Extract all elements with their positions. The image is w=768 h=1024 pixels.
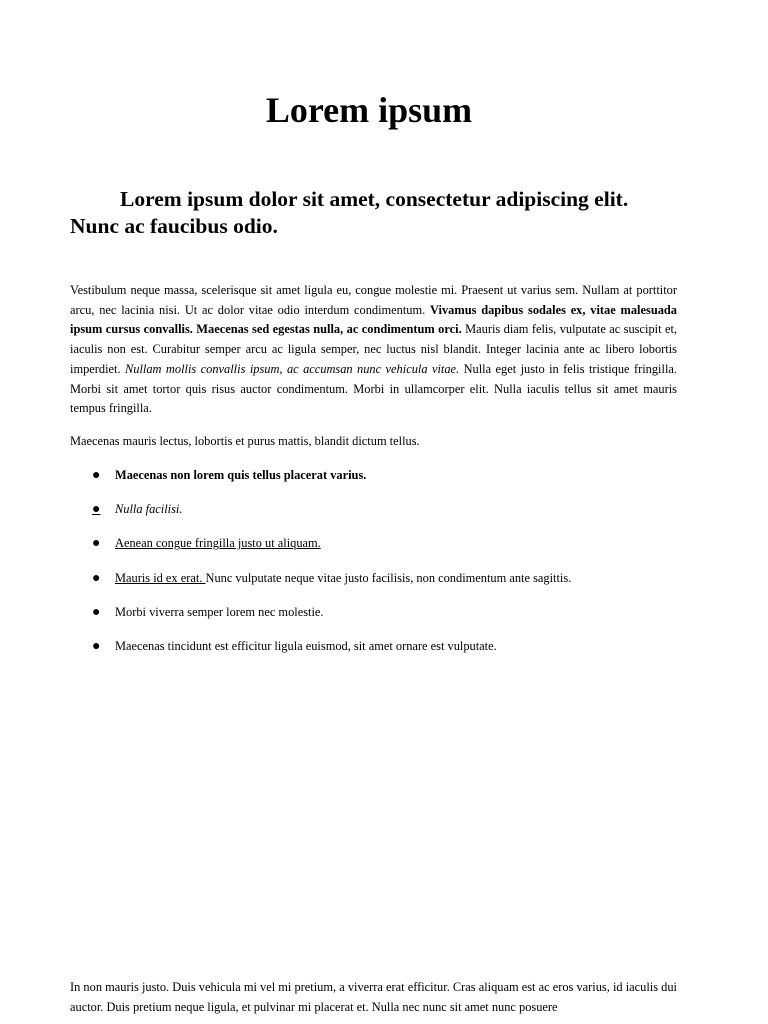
list-item-text: Maecenas non lorem quis tellus placerat varius. (115, 468, 367, 482)
list-item (70, 534, 677, 568)
list-item (70, 637, 677, 671)
list-item-text: Maecenas tincidunt est efficitur ligula euismod, sit amet ornare est vulputate. (115, 638, 497, 653)
bullet-list (70, 466, 677, 671)
list-item-text: Morbi viverra semper lorem nec molestie. (115, 604, 324, 619)
body-paragraph-3: In non mauris justo. Duis vehicula mi vel mi pretium, a viverra erat efficitur. Cras aliquam est ac eros varius, id iaculis dui auctor. Duis pretium neque ligula, et pulvinar mi placerat et. Nulla nec nunc sit amet nunc posuere (70, 980, 677, 1014)
list-item (70, 603, 677, 637)
bullet-icon: ● (92, 638, 101, 654)
paragraph-1-run-3: Mauris diam felis, vulputate ac suscipit et, iaculis non est. Curabitur semper arcu ac ligula semper, nec luctus nisl blandit. Integer lacinia ante ac libero lobortis imperdiet. (70, 322, 677, 376)
list-item-text: Nulla facilisi. (115, 502, 183, 517)
body-paragraph-1 (70, 281, 677, 419)
bullet-icon: ● (92, 604, 101, 620)
bullet-icon: ● (92, 570, 101, 586)
body-paragraph-2: Maecenas mauris lectus, lobortis et purus mattis, blandit dictum tellus. (70, 434, 420, 448)
document-title: Lorem ipsum (265, 90, 473, 130)
document-subtitle: Lorem ipsum dolor sit amet, consectetur adipiscing elit. Nunc ac faucibus odio. (70, 187, 629, 238)
list-item-text (115, 569, 571, 589)
paragraph-1-bold-run: Vivamus dapibus sodales ex, vitae malesuada ipsum cursus convallis. Maecenas sed egestas nulla, ac condimentum orci. (70, 302, 677, 337)
list-item-rest-text: Nunc vulputate neque vitae justo facilisis, non condimentum ante sagittis. (205, 570, 572, 585)
bullet-icon: ● (92, 536, 101, 552)
list-item (70, 500, 677, 534)
paragraph-1-run-1: Vestibulum neque massa, scelerisque sit amet ligula eu, congue molestie mi. Praesent ut varius sem. Nullam at porttitor arcu, nec lacinia nisi. Ut ac dolor vitae odio interdum condimentum. (70, 283, 677, 317)
bullet-icon: ● (92, 502, 101, 518)
list-item (70, 569, 677, 603)
bullet-icon: ● (92, 468, 101, 483)
list-item-text: Aenean congue fringilla justo ut aliquam. (115, 536, 321, 551)
list-item-underlined-text: Mauris id ex erat. (115, 570, 206, 585)
list-item (70, 466, 677, 500)
paragraph-1-italic-run: Nullam mollis convallis ipsum, ac accumsan nunc vehicula vitae. (125, 361, 460, 376)
paragraph-1-run-5: Nulla eget justo in felis tristique fringilla. Morbi sit amet tortor quis risus auctor condimentum. Morbi in ullamcorper elit. Nulla iaculis tellus sit amet mauris tempus fringilla. (70, 361, 677, 416)
